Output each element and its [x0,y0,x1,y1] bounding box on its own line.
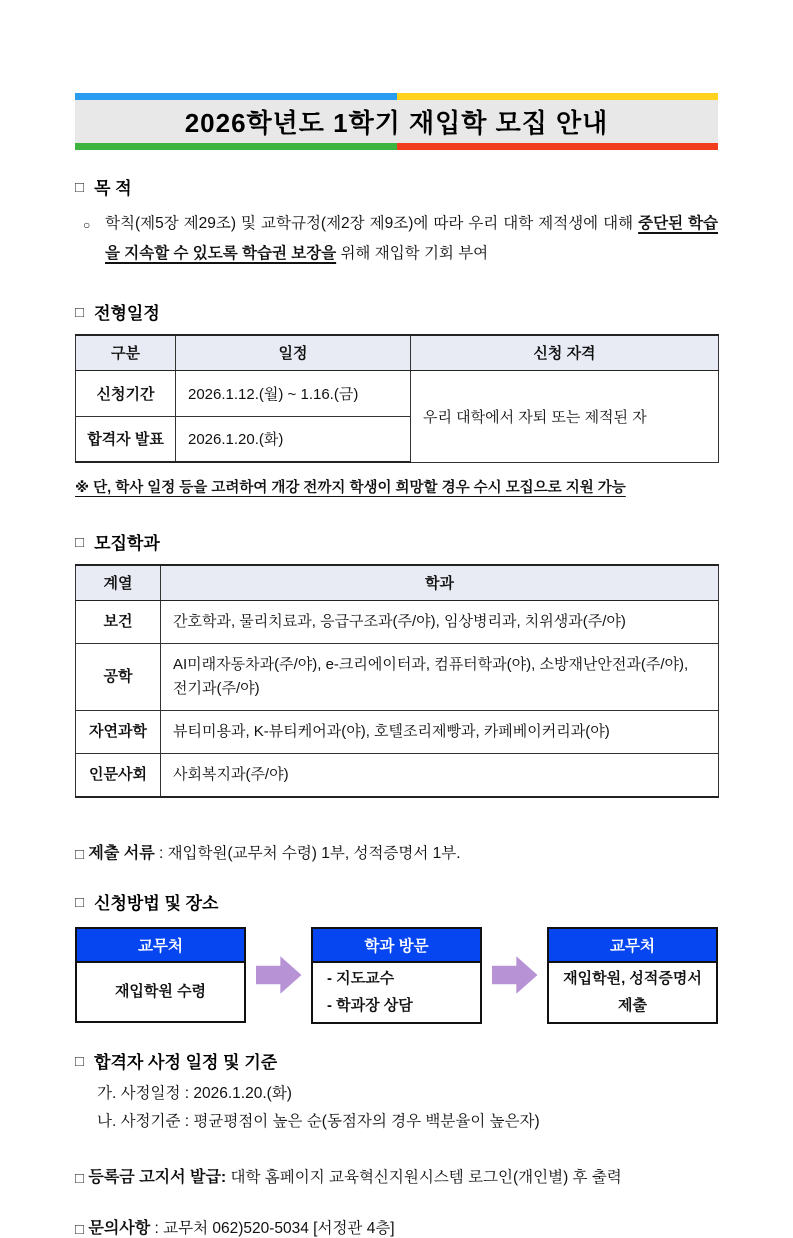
evaluation-item: 나. 사정기준 : 평균평점이 높은 순(동점자의 경우 백분율이 높은자) [97,1112,540,1130]
contact-line [75,1215,718,1238]
schedule-table [75,334,719,463]
table-row [76,753,719,797]
department-list: 사회복지과(주/야) [161,753,719,797]
flow-step-1-box [75,927,246,1023]
evaluation-item: 가. 사정일정 : 2026.1.20.(화) [97,1084,292,1102]
documents-line [75,840,718,863]
flow-step-2-body [313,963,480,1022]
schedule-col-header: 구분 [76,335,176,370]
departments-col-header: 학과 [161,565,719,600]
document-content [75,0,718,1238]
tuition-label: 등록금 고지서 발급: [88,1168,227,1186]
top-bar-blue-segment [75,93,397,100]
square-marker-icon: □ [75,1220,85,1238]
department-category: 자연과학 [76,710,161,753]
evaluation-items [97,1080,718,1136]
flow-step-1-body: 재입학원 수령 [114,983,207,1000]
banner-bottom-bar [75,143,718,150]
schedule-col-header: 신청 자격 [411,335,719,370]
contact-label: 문의사항 [88,1219,151,1237]
purpose-text-prefix: 학칙(제5장 제29조) 및 교학규정(제2장 제9조)에 따라 우리 대학 제적생에 대해 [105,215,639,232]
table-row [76,643,719,710]
right-arrow-icon [256,955,302,995]
schedule-row-value: 2026.1.20.(화) [176,416,411,462]
section-heading-schedule [75,299,718,324]
schedule-table-header-row [76,335,719,370]
schedule-note: ※ 단, 학사 일정 등을 고려하여 개강 전까지 학생이 희망할 경우 수시 모집으로 지원 가능 [75,480,626,496]
page-title: 2026학년도 1학기 재입학 모집 안내 [75,100,718,143]
purpose-paragraph [77,209,718,269]
application-flow-diagram [75,927,718,1024]
flow-step-3-body [549,963,716,1022]
department-category: 인문사회 [76,753,161,797]
schedule-row-value: 2026.1.12.(월) ~ 1.16.(금) [176,370,411,416]
square-marker-icon: □ [75,845,85,863]
table-row [76,710,719,753]
department-list: 간호학과, 물리치료과, 응급구조과(주/야), 임상병리과, 치위생과(주/야) [161,600,719,643]
department-category: 보건 [76,600,161,643]
schedule-row-label: 합격자 발표 [76,416,176,462]
square-marker-icon: □ [75,534,85,551]
flow-step-3-body-line2: 제출 [618,996,647,1014]
departments-col-header: 계열 [76,565,161,600]
flow-step-2-item: - 지도교수 [327,969,395,987]
flow-step-3-body-line1: 재입학원, 성적증명서 [563,969,702,987]
square-marker-icon: □ [75,304,85,321]
flow-step-2-item: - 학과장 상담 [327,996,413,1014]
flow-step-1-header: 교무처 [77,929,244,963]
departments-table-header-row [76,565,719,600]
department-list: AI미래자동차과(주/야), e-크리에이터과, 컴퓨터학과(야), 소방재난안전과(주/야), 전기과(주/야) [161,643,719,710]
square-marker-icon: □ [75,1169,85,1187]
documents-label: 제출 서류 [88,844,155,862]
table-row [76,370,719,416]
department-category: 공학 [76,643,161,710]
tuition-text: 대학 홈페이지 교육혁신지원시스템 로그인(개인별) 후 출력 [226,1168,622,1186]
application-heading-text: 신청방법 및 장소 [94,893,219,913]
schedule-col-header: 일정 [176,335,411,370]
circle-bullet-icon: ○ [83,218,91,232]
evaluation-heading-text: 합격자 사정 일정 및 기준 [94,1052,278,1072]
departments-heading-text: 모집학과 [94,534,160,553]
square-marker-icon: □ [75,1052,85,1070]
schedule-qualification-cell: 우리 대학에서 자퇴 또는 제적된 자 [411,370,719,462]
flow-step-3-header: 교무처 [549,929,716,963]
flow-step-3-box [547,927,718,1024]
flow-step-2-box [311,927,482,1024]
square-marker-icon: □ [75,893,85,911]
tuition-line [75,1164,718,1187]
contact-text: : 교무처 062)520-5034 [서정관 4층] [150,1219,395,1237]
title-banner [75,93,718,150]
banner-top-bar [75,93,718,100]
section-heading-evaluation [75,1048,718,1073]
section-heading-departments [75,529,718,554]
section-heading-application [75,889,718,914]
purpose-heading-text: 목 적 [94,179,132,198]
table-row [76,600,719,643]
department-list: 뷰티미용과, K-뷰티케어과(야), 호텔조리제빵과, 카페베이커리과(야) [161,710,719,753]
square-marker-icon: □ [75,179,85,196]
schedule-row-label: 신청기간 [76,370,176,416]
bottom-bar-red-segment [397,143,719,150]
top-bar-yellow-segment [397,93,719,100]
documents-text: : 재입학원(교무처 수령) 1부, 성적증명서 1부. [154,844,461,862]
schedule-heading-text: 전형일정 [94,304,160,323]
flow-step-2-header: 학과 방문 [313,929,480,963]
right-arrow-icon [492,955,538,995]
section-heading-purpose [75,174,718,199]
bottom-bar-green-segment [75,143,397,150]
purpose-text-suffix: 위해 재입학 기회 부여 [336,245,489,262]
departments-table [75,564,719,798]
purpose-text-emphasis: 중단된 학습을 지속할 수 있도록 학습권 보장을 [105,215,719,262]
